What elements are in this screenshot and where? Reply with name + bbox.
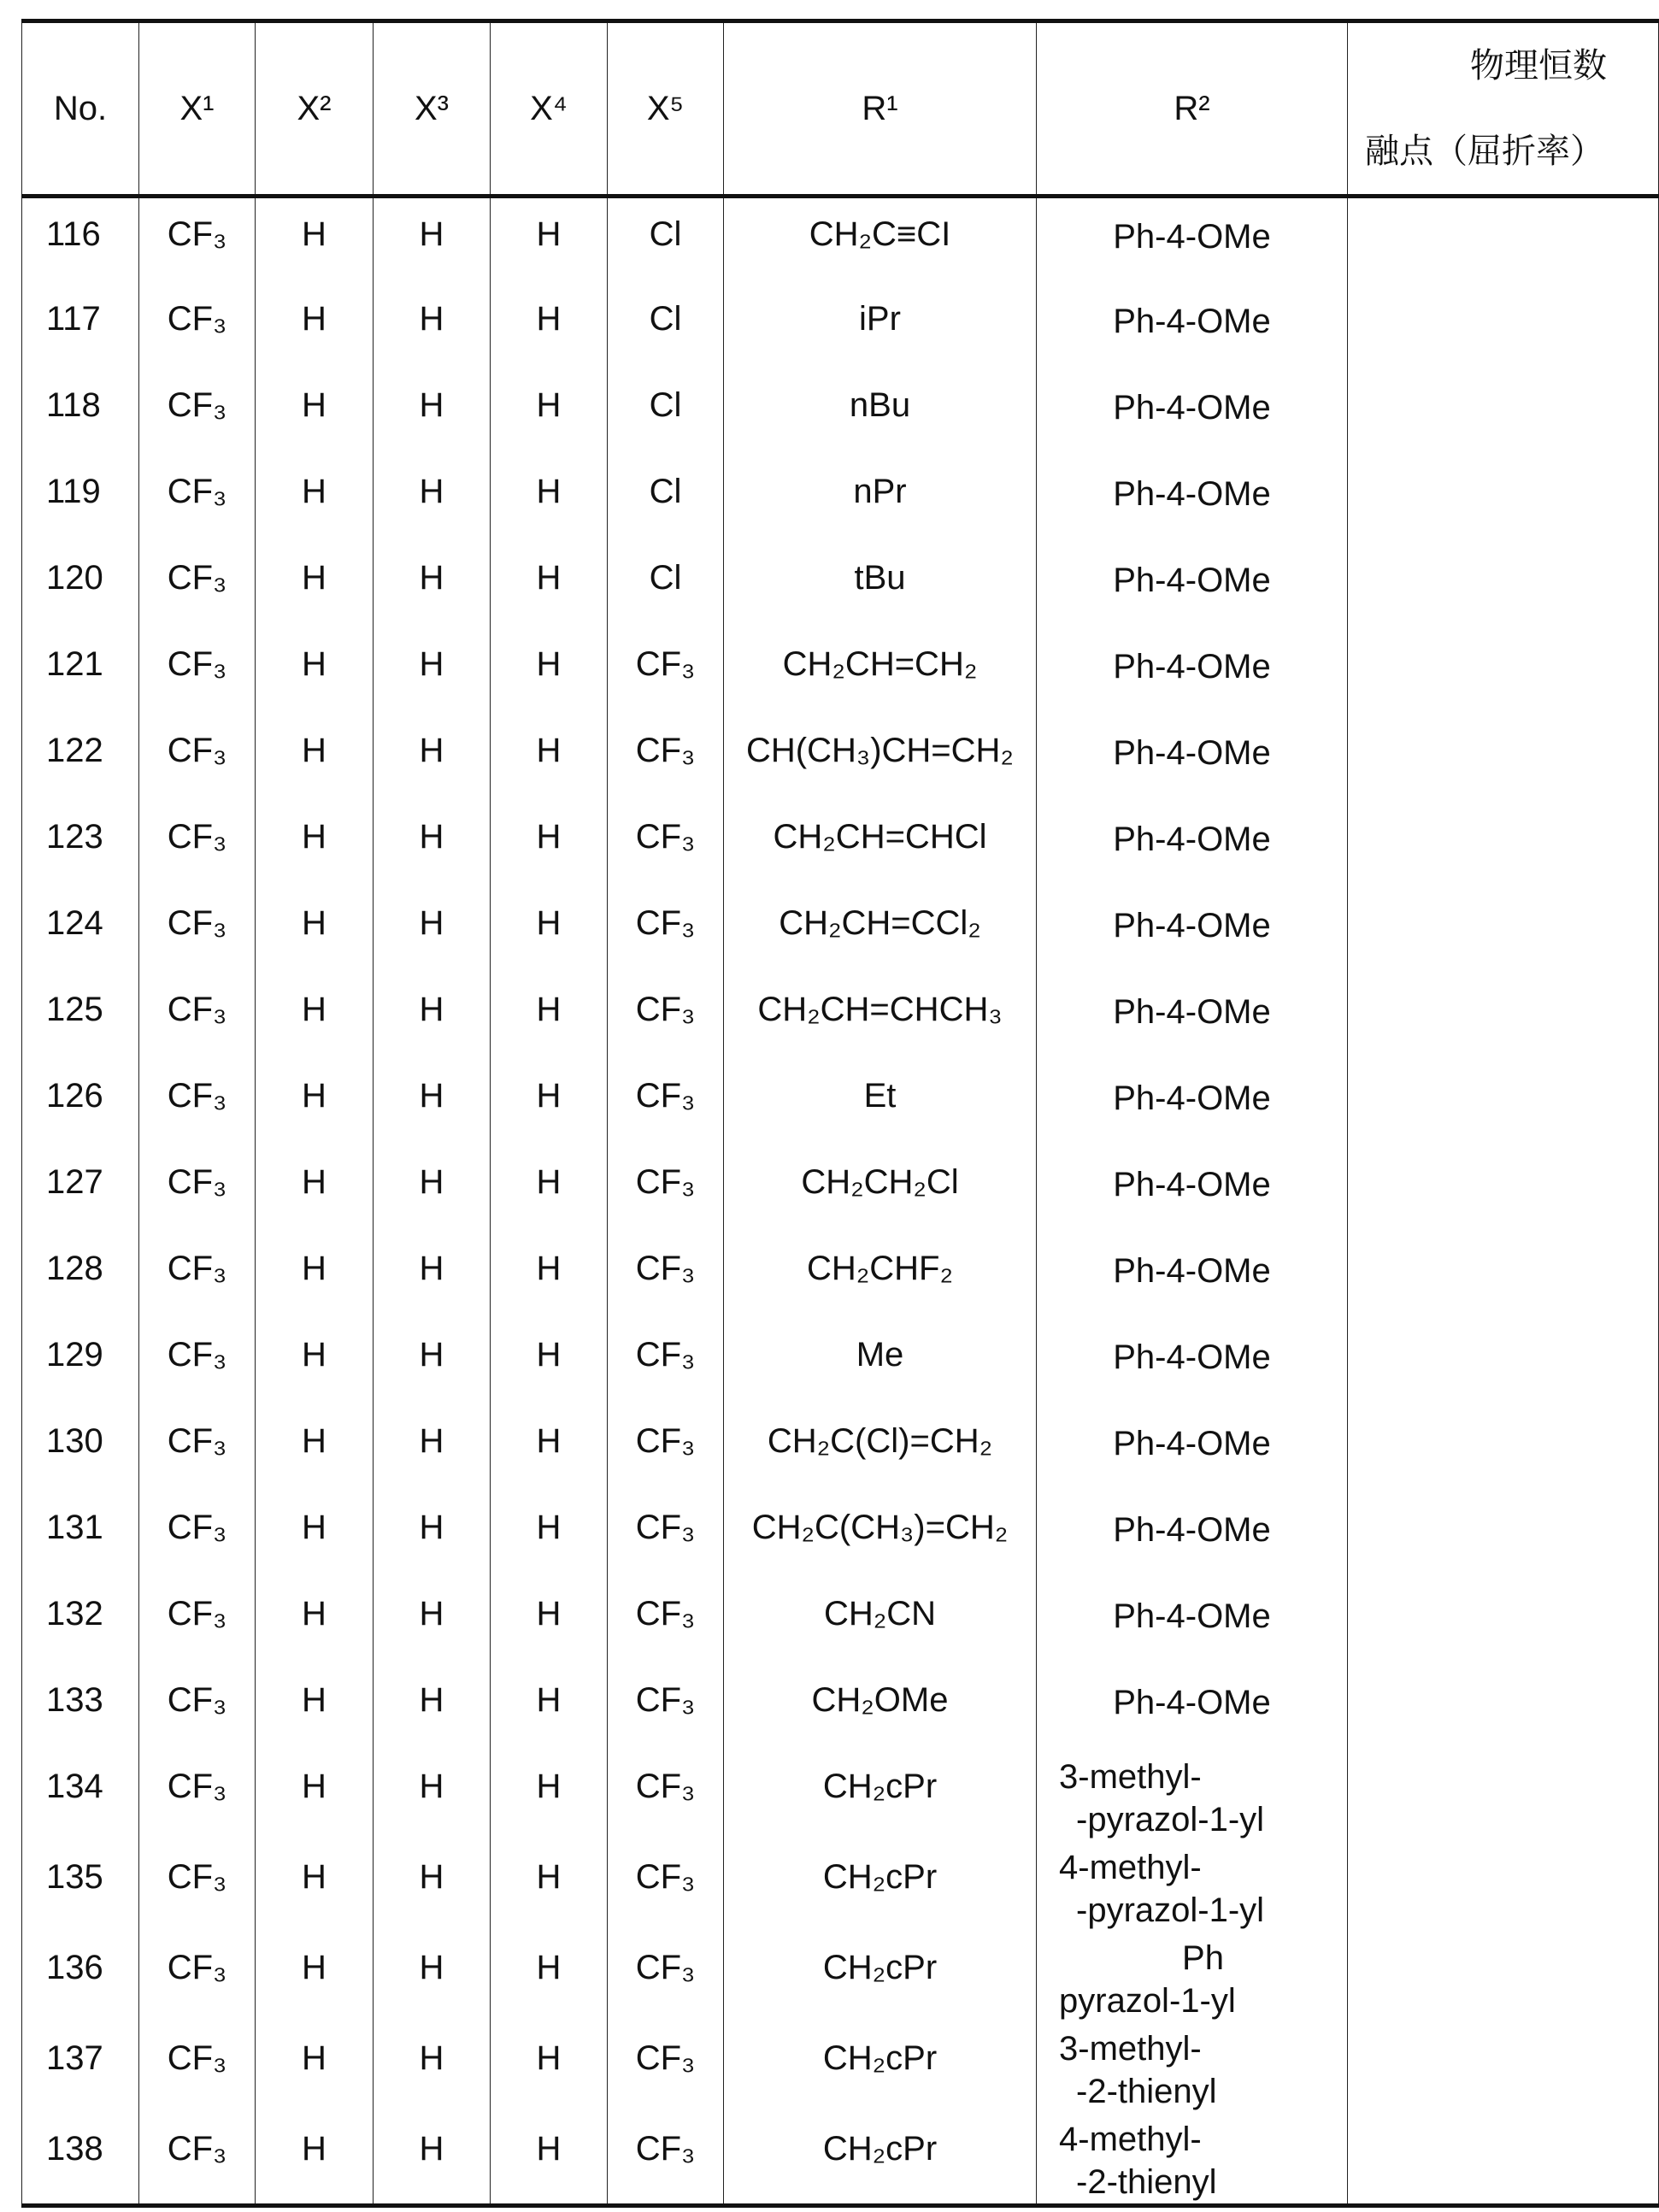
cell-r1: CH₂C≡CI bbox=[724, 197, 1037, 283]
cell-x1: CF₃ bbox=[139, 456, 256, 542]
cell-x4: H bbox=[491, 456, 608, 542]
cell-r2 bbox=[1037, 456, 1348, 542]
cell-r1: CH₂cPr bbox=[724, 1932, 1037, 2022]
cell-r1: CH₂CH=CHCH₃ bbox=[724, 974, 1037, 1060]
cell-r2 bbox=[1037, 1664, 1348, 1750]
cell-x3: H bbox=[374, 1146, 491, 1232]
header-melting-point: 融点（屈折率） bbox=[1365, 132, 1604, 170]
cell-x4: H bbox=[491, 2113, 608, 2206]
cell-physical-constant bbox=[1348, 197, 1659, 283]
cell-physical-constant bbox=[1348, 801, 1659, 887]
r2-line: 3-methyl- bbox=[1059, 1756, 1347, 1798]
cell-x1: CF₃ bbox=[139, 1932, 256, 2022]
cell-x5: CF₃ bbox=[608, 1405, 724, 1491]
cell-x1: CF₃ bbox=[139, 197, 256, 283]
r2-line: Ph-4-OMe bbox=[1037, 1077, 1347, 1120]
cell-r2 bbox=[1037, 715, 1348, 801]
cell-x3: H bbox=[374, 628, 491, 715]
cell-x3: H bbox=[374, 542, 491, 628]
cell-r2 bbox=[1037, 1405, 1348, 1491]
cell-r2 bbox=[1037, 1578, 1348, 1664]
cell-physical-constant bbox=[1348, 2022, 1659, 2113]
cell-x2: H bbox=[256, 1578, 374, 1664]
r2-line: -pyrazol-1-yl bbox=[1059, 1798, 1347, 1841]
cell-x4: H bbox=[491, 197, 608, 283]
cell-no: 131 bbox=[22, 1491, 139, 1578]
cell-x4: H bbox=[491, 715, 608, 801]
cell-no: 120 bbox=[22, 542, 139, 628]
cell-no: 135 bbox=[22, 1841, 139, 1932]
header-r1: R¹ bbox=[724, 21, 1037, 197]
table-row bbox=[22, 1491, 1659, 1578]
cell-x5: Cl bbox=[608, 197, 724, 283]
cell-r1: CH₂CHF₂ bbox=[724, 1232, 1037, 1319]
cell-x2: H bbox=[256, 1319, 374, 1405]
cell-x3: H bbox=[374, 1664, 491, 1750]
cell-physical-constant bbox=[1348, 369, 1659, 456]
cell-x4: H bbox=[491, 1405, 608, 1491]
cell-no: 124 bbox=[22, 887, 139, 974]
cell-x2: H bbox=[256, 1146, 374, 1232]
cell-no: 121 bbox=[22, 628, 139, 715]
cell-x5: Cl bbox=[608, 456, 724, 542]
cell-r1: tBu bbox=[724, 542, 1037, 628]
cell-x1: CF₃ bbox=[139, 1750, 256, 1841]
cell-r2 bbox=[1037, 2022, 1348, 2113]
cell-no: 123 bbox=[22, 801, 139, 887]
cell-x5: Cl bbox=[608, 283, 724, 369]
cell-x3: H bbox=[374, 2113, 491, 2206]
header-x4: X⁴ bbox=[491, 21, 608, 197]
table-row bbox=[22, 1750, 1659, 1841]
cell-physical-constant bbox=[1348, 1491, 1659, 1578]
table-row bbox=[22, 197, 1659, 283]
r2-line: -2-thienyl bbox=[1059, 2161, 1347, 2203]
cell-x4: H bbox=[491, 887, 608, 974]
cell-physical-constant bbox=[1348, 974, 1659, 1060]
cell-x5: CF₃ bbox=[608, 1664, 724, 1750]
cell-x1: CF₃ bbox=[139, 1405, 256, 1491]
cell-x2: H bbox=[256, 1232, 374, 1319]
cell-x3: H bbox=[374, 1841, 491, 1932]
cell-x5: CF₃ bbox=[608, 2022, 724, 2113]
compound-table bbox=[21, 19, 1659, 2208]
cell-x4: H bbox=[491, 1841, 608, 1932]
cell-x2: H bbox=[256, 1491, 374, 1578]
cell-x5: CF₃ bbox=[608, 715, 724, 801]
cell-no: 122 bbox=[22, 715, 139, 801]
cell-r1: CH₂cPr bbox=[724, 2022, 1037, 2113]
r2-line: Ph-4-OMe bbox=[1037, 991, 1347, 1033]
header-physical-constants bbox=[1348, 21, 1659, 197]
cell-no: 134 bbox=[22, 1750, 139, 1841]
cell-r2 bbox=[1037, 1146, 1348, 1232]
cell-r2 bbox=[1037, 1491, 1348, 1578]
cell-x2: H bbox=[256, 1405, 374, 1491]
cell-x5: CF₃ bbox=[608, 1578, 724, 1664]
cell-physical-constant bbox=[1348, 1232, 1659, 1319]
table-row bbox=[22, 1146, 1659, 1232]
cell-physical-constant bbox=[1348, 1841, 1659, 1932]
cell-r2 bbox=[1037, 1750, 1348, 1841]
cell-x5: CF₃ bbox=[608, 1146, 724, 1232]
cell-no: 138 bbox=[22, 2113, 139, 2206]
r2-line: 4-methyl- bbox=[1059, 1846, 1347, 1889]
cell-x5: CF₃ bbox=[608, 801, 724, 887]
header-x2: X² bbox=[256, 21, 374, 197]
cell-r1: CH₂CN bbox=[724, 1578, 1037, 1664]
cell-r1: nBu bbox=[724, 369, 1037, 456]
cell-r2 bbox=[1037, 197, 1348, 283]
cell-x3: H bbox=[374, 974, 491, 1060]
cell-x4: H bbox=[491, 801, 608, 887]
cell-r2 bbox=[1037, 283, 1348, 369]
cell-r1: CH(CH₃)CH=CH₂ bbox=[724, 715, 1037, 801]
cell-x1: CF₃ bbox=[139, 1319, 256, 1405]
r2-line: 3-methyl- bbox=[1059, 2027, 1347, 2070]
cell-x5: CF₃ bbox=[608, 974, 724, 1060]
r2-line: pyrazol-1-yl bbox=[1059, 1980, 1347, 2022]
cell-physical-constant bbox=[1348, 2113, 1659, 2206]
cell-x5: CF₃ bbox=[608, 628, 724, 715]
cell-x4: H bbox=[491, 1750, 608, 1841]
cell-x3: H bbox=[374, 283, 491, 369]
cell-x3: H bbox=[374, 801, 491, 887]
table-row bbox=[22, 2113, 1659, 2206]
cell-r2 bbox=[1037, 1841, 1348, 1932]
cell-x3: H bbox=[374, 1578, 491, 1664]
cell-r1: nPr bbox=[724, 456, 1037, 542]
cell-r2 bbox=[1037, 1060, 1348, 1146]
cell-physical-constant bbox=[1348, 1750, 1659, 1841]
r2-line: Ph-4-OMe bbox=[1037, 1163, 1347, 1206]
cell-r1: CH₂C(Cl)=CH₂ bbox=[724, 1405, 1037, 1491]
cell-x2: H bbox=[256, 283, 374, 369]
cell-x1: CF₃ bbox=[139, 801, 256, 887]
table-row bbox=[22, 628, 1659, 715]
cell-no: 127 bbox=[22, 1146, 139, 1232]
cell-x3: H bbox=[374, 197, 491, 283]
r2-line: Ph-4-OMe bbox=[1037, 732, 1347, 774]
cell-r2 bbox=[1037, 542, 1348, 628]
header-r2: R² bbox=[1037, 21, 1348, 197]
cell-x1: CF₃ bbox=[139, 1232, 256, 1319]
cell-x3: H bbox=[374, 2022, 491, 2113]
cell-r1: CH₂CH=CCl₂ bbox=[724, 887, 1037, 974]
cell-r1: CH₂C(CH₃)=CH₂ bbox=[724, 1491, 1037, 1578]
r2-line: Ph-4-OMe bbox=[1037, 1422, 1347, 1465]
cell-physical-constant bbox=[1348, 715, 1659, 801]
cell-x2: H bbox=[256, 715, 374, 801]
cell-r2 bbox=[1037, 2113, 1348, 2206]
table-row bbox=[22, 369, 1659, 456]
r2-line: Ph-4-OMe bbox=[1037, 645, 1347, 688]
cell-r1: CH₂cPr bbox=[724, 2113, 1037, 2206]
table-row bbox=[22, 1405, 1659, 1491]
cell-x2: H bbox=[256, 1750, 374, 1841]
cell-x2: H bbox=[256, 542, 374, 628]
cell-no: 128 bbox=[22, 1232, 139, 1319]
r2-line: Ph-4-OMe bbox=[1037, 300, 1347, 343]
cell-x2: H bbox=[256, 456, 374, 542]
r2-line: Ph-4-OMe bbox=[1037, 1336, 1347, 1379]
cell-x5: CF₃ bbox=[608, 1932, 724, 2022]
table-row bbox=[22, 715, 1659, 801]
cell-no: 119 bbox=[22, 456, 139, 542]
cell-x3: H bbox=[374, 1491, 491, 1578]
cell-x1: CF₃ bbox=[139, 974, 256, 1060]
cell-no: 133 bbox=[22, 1664, 139, 1750]
cell-x4: H bbox=[491, 2022, 608, 2113]
cell-physical-constant bbox=[1348, 1578, 1659, 1664]
table-row bbox=[22, 542, 1659, 628]
table-row bbox=[22, 801, 1659, 887]
cell-no: 118 bbox=[22, 369, 139, 456]
cell-physical-constant bbox=[1348, 1664, 1659, 1750]
cell-x1: CF₃ bbox=[139, 1578, 256, 1664]
table-row bbox=[22, 2022, 1659, 2113]
header-x5: X⁵ bbox=[608, 21, 724, 197]
r2-line: 4-methyl- bbox=[1059, 2118, 1347, 2161]
cell-r2 bbox=[1037, 1932, 1348, 2022]
r2-line: Ph bbox=[1059, 1937, 1347, 1980]
cell-no: 132 bbox=[22, 1578, 139, 1664]
cell-x4: H bbox=[491, 1932, 608, 2022]
cell-x4: H bbox=[491, 628, 608, 715]
cell-x1: CF₃ bbox=[139, 283, 256, 369]
cell-x3: H bbox=[374, 1405, 491, 1491]
header-no: No. bbox=[22, 21, 139, 197]
cell-x1: CF₃ bbox=[139, 542, 256, 628]
cell-x4: H bbox=[491, 1060, 608, 1146]
header-row bbox=[22, 21, 1659, 197]
cell-x1: CF₃ bbox=[139, 1491, 256, 1578]
cell-x3: H bbox=[374, 1750, 491, 1841]
cell-x4: H bbox=[491, 1491, 608, 1578]
cell-physical-constant bbox=[1348, 1319, 1659, 1405]
cell-x5: CF₃ bbox=[608, 887, 724, 974]
cell-x4: H bbox=[491, 1664, 608, 1750]
cell-x1: CF₃ bbox=[139, 1841, 256, 1932]
cell-x3: H bbox=[374, 715, 491, 801]
cell-r2 bbox=[1037, 1319, 1348, 1405]
r2-line: Ph-4-OMe bbox=[1037, 215, 1347, 258]
cell-x3: H bbox=[374, 1319, 491, 1405]
cell-x1: CF₃ bbox=[139, 628, 256, 715]
cell-x4: H bbox=[491, 1146, 608, 1232]
r2-line: Ph-4-OMe bbox=[1037, 1250, 1347, 1292]
cell-physical-constant bbox=[1348, 1932, 1659, 2022]
cell-r2 bbox=[1037, 1232, 1348, 1319]
cell-physical-constant bbox=[1348, 887, 1659, 974]
cell-x2: H bbox=[256, 974, 374, 1060]
r2-line: Ph-4-OMe bbox=[1037, 1681, 1347, 1724]
cell-no: 117 bbox=[22, 283, 139, 369]
header-x1: X¹ bbox=[139, 21, 256, 197]
cell-no: 116 bbox=[22, 197, 139, 283]
table-row bbox=[22, 974, 1659, 1060]
cell-r1: CH₂CH₂Cl bbox=[724, 1146, 1037, 1232]
table-row bbox=[22, 283, 1659, 369]
cell-physical-constant bbox=[1348, 283, 1659, 369]
cell-physical-constant bbox=[1348, 456, 1659, 542]
cell-r1: CH₂CH=CHCl bbox=[724, 801, 1037, 887]
cell-r1: iPr bbox=[724, 283, 1037, 369]
cell-x2: H bbox=[256, 628, 374, 715]
cell-x3: H bbox=[374, 456, 491, 542]
cell-x4: H bbox=[491, 542, 608, 628]
cell-x2: H bbox=[256, 1664, 374, 1750]
cell-x5: CF₃ bbox=[608, 1319, 724, 1405]
cell-r2 bbox=[1037, 887, 1348, 974]
cell-x2: H bbox=[256, 197, 374, 283]
cell-x2: H bbox=[256, 369, 374, 456]
header-x3: X³ bbox=[374, 21, 491, 197]
cell-r1: Et bbox=[724, 1060, 1037, 1146]
cell-no: 129 bbox=[22, 1319, 139, 1405]
cell-x2: H bbox=[256, 887, 374, 974]
cell-x1: CF₃ bbox=[139, 887, 256, 974]
cell-physical-constant bbox=[1348, 1060, 1659, 1146]
r2-line: Ph-4-OMe bbox=[1037, 818, 1347, 861]
cell-x4: H bbox=[491, 1319, 608, 1405]
cell-x2: H bbox=[256, 2113, 374, 2206]
cell-x5: Cl bbox=[608, 369, 724, 456]
cell-x5: CF₃ bbox=[608, 1750, 724, 1841]
cell-x1: CF₃ bbox=[139, 2113, 256, 2206]
cell-r2 bbox=[1037, 801, 1348, 887]
r2-line: Ph-4-OMe bbox=[1037, 473, 1347, 515]
cell-physical-constant bbox=[1348, 1405, 1659, 1491]
cell-r2 bbox=[1037, 628, 1348, 715]
table-row bbox=[22, 456, 1659, 542]
cell-x5: CF₃ bbox=[608, 1060, 724, 1146]
cell-physical-constant bbox=[1348, 628, 1659, 715]
table-row bbox=[22, 1841, 1659, 1932]
cell-r1: CH₂cPr bbox=[724, 1750, 1037, 1841]
r2-line: Ph-4-OMe bbox=[1037, 559, 1347, 602]
r2-line: Ph-4-OMe bbox=[1037, 904, 1347, 947]
header-physical-constants-title: 物理恒数 bbox=[1365, 23, 1658, 109]
cell-no: 130 bbox=[22, 1405, 139, 1491]
r2-line: Ph-4-OMe bbox=[1037, 1595, 1347, 1638]
cell-x1: CF₃ bbox=[139, 369, 256, 456]
cell-no: 126 bbox=[22, 1060, 139, 1146]
table-row bbox=[22, 1932, 1659, 2022]
cell-x4: H bbox=[491, 974, 608, 1060]
cell-x4: H bbox=[491, 1578, 608, 1664]
table-row bbox=[22, 887, 1659, 974]
cell-x4: H bbox=[491, 283, 608, 369]
cell-x5: CF₃ bbox=[608, 2113, 724, 2206]
cell-no: 137 bbox=[22, 2022, 139, 2113]
cell-x2: H bbox=[256, 1060, 374, 1146]
cell-x5: CF₃ bbox=[608, 1841, 724, 1932]
table-row bbox=[22, 1060, 1659, 1146]
table-row bbox=[22, 1319, 1659, 1405]
cell-no: 136 bbox=[22, 1932, 139, 2022]
cell-x1: CF₃ bbox=[139, 1664, 256, 1750]
cell-x5: CF₃ bbox=[608, 1491, 724, 1578]
cell-x1: CF₃ bbox=[139, 1060, 256, 1146]
cell-physical-constant bbox=[1348, 1146, 1659, 1232]
cell-x3: H bbox=[374, 1060, 491, 1146]
cell-x3: H bbox=[374, 887, 491, 974]
table-row bbox=[22, 1578, 1659, 1664]
cell-x3: H bbox=[374, 369, 491, 456]
cell-x1: CF₃ bbox=[139, 2022, 256, 2113]
cell-x2: H bbox=[256, 2022, 374, 2113]
cell-x5: CF₃ bbox=[608, 1232, 724, 1319]
cell-physical-constant bbox=[1348, 542, 1659, 628]
r2-line: -2-thienyl bbox=[1059, 2070, 1347, 2113]
table-row bbox=[22, 1664, 1659, 1750]
r2-line: Ph-4-OMe bbox=[1037, 386, 1347, 429]
cell-x1: CF₃ bbox=[139, 715, 256, 801]
cell-r1: CH₂CH=CH₂ bbox=[724, 628, 1037, 715]
cell-x4: H bbox=[491, 1232, 608, 1319]
table-row bbox=[22, 1232, 1659, 1319]
cell-x5: Cl bbox=[608, 542, 724, 628]
cell-r2 bbox=[1037, 369, 1348, 456]
cell-x2: H bbox=[256, 1841, 374, 1932]
cell-x4: H bbox=[491, 369, 608, 456]
cell-x1: CF₃ bbox=[139, 1146, 256, 1232]
cell-no: 125 bbox=[22, 974, 139, 1060]
cell-x3: H bbox=[374, 1932, 491, 2022]
r2-line: Ph-4-OMe bbox=[1037, 1509, 1347, 1551]
cell-x2: H bbox=[256, 1932, 374, 2022]
cell-r1: Me bbox=[724, 1319, 1037, 1405]
cell-r1: CH₂cPr bbox=[724, 1841, 1037, 1932]
cell-r2 bbox=[1037, 974, 1348, 1060]
r2-line: -pyrazol-1-yl bbox=[1059, 1889, 1347, 1932]
cell-r1: CH₂OMe bbox=[724, 1664, 1037, 1750]
cell-x3: H bbox=[374, 1232, 491, 1319]
cell-x2: H bbox=[256, 801, 374, 887]
